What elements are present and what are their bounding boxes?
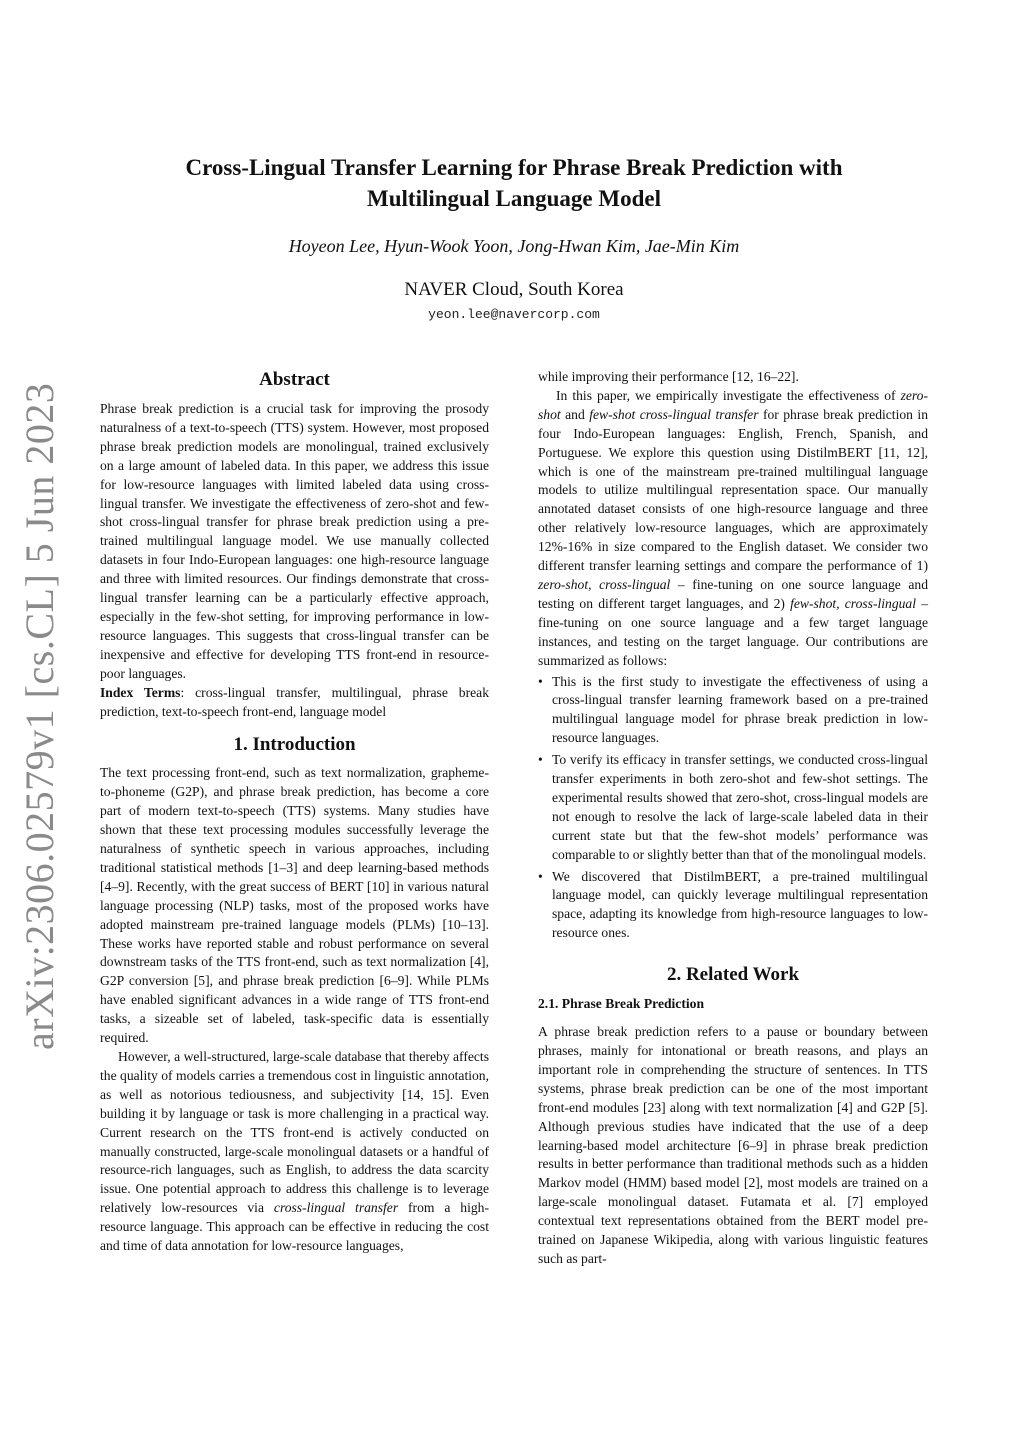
abstract-heading: Abstract <box>259 369 330 390</box>
list-item: • We discovered that DistilmBERT, a pre-trained multilingual language model, can quickly leverage multilingual representation space, adapting its knowledge from high-resource languages to low-resource ones. <box>538 868 928 941</box>
index-terms-text: : cross-lingual transfer, multilingual, phrase break prediction, text-to-speech front-end, language model <box>100 684 489 719</box>
contact-email: yeon.lee@navercorp.com <box>428 307 600 322</box>
left-column <box>100 368 489 1256</box>
intro-paragraph-1: The text processing front-end, such as text normalization, grapheme-to-phoneme (G2P), and phrase break prediction, has become a core part of modern text-to-speech (TTS) systems. Many studies have shown that these text processing modules successfully leverage the naturalness of synthetic speech in various approaches, including traditional statistical methods [1–3] and deep learning-based methods [4–9]. Recently, with the great success of BERT [10] in various natural language processing (NLP) tasks, most of the proposed works have adopted mainstream pre-trained language models (PLMs) [10–13]. These works have reported stable and robust performance on several downstream tasks of the TTS front-end, such as text normalization [4], G2P conversion [5], and phrase break prediction [6–9]. While PLMs have enabled significant advances in a wide range of TTS front-end tasks, a sizeable set of labeled, task-specific data is essentially required. <box>100 765 489 1046</box>
bullet-icon: • <box>538 868 543 884</box>
intro-paragraph-2: However, a well-structured, large-scale database that thereby affects the quality of models carries a tremendous cost in linguistic annotation, as well as notorious tediousness, and subjectivity [14, 15]. Even building it by language or task is more challenging in a practical way. Current research on the TTS front-end is actively conducted on manually constructed, large-scale monolingual datasets or a handful of resource-rich languages, such as English, to address the data scarcity issue. One potential approach to address this challenge is to leverage relatively low-resources via cross-lingual transfer from a high-resource language. This approach can be effective in reducing the cost and time of data annotation for low-resource languages, <box>100 1049 489 1254</box>
intro-paragraph-2-continued: while improving their performance [12, 16–22]. <box>538 369 799 384</box>
affiliation: NAVER Cloud, South Korea <box>404 279 624 300</box>
right-column <box>538 368 928 1269</box>
list-item: • This is the first study to investigate the effectiveness of using a cross-lingual transfer learning framework based on a pre-trained multilingual language model for phrase break prediction in low-resource languages. <box>538 673 928 746</box>
abstract-text: Phrase break prediction is a crucial task for improving the prosody naturalness of a text-to-speech (TTS) system. However, most proposed phrase break prediction models are monolingual, trained exclusively on a large amount of labeled data. In this paper, we address this issue for low-resource languages with limited labeled data using cross-lingual transfer. We investigate the effectiveness of zero-shot and few-shot cross-lingual transfer for phrase break prediction using a pre-trained multilingual language model. We use manually collected datasets in four Indo-European languages: one high-resource language and three with limited resources. Our findings demonstrate that cross-lingual transfer learning can be a particularly effective approach, especially in the few-shot setting, for improving performance in low-resource languages. This suggests that cross-lingual transfer can be inexpensive and effective for developing TTS front-end in resource-poor languages. <box>100 401 489 681</box>
index-terms <box>100 684 489 722</box>
related-work-paragraph-1: A phrase break prediction refers to a pause or boundary between phrases, mainly for intonational or breath reasons, and plays an important role in comprehending the structure of sentences. In TTS systems, phrase break prediction can be one of the most important front-end modules [23] along with text normalization [4] and G2P [5]. Although previous studies have indicated that the use of a deep learning-based model architecture [6–9] in phrase break prediction results in better performance than traditional methods such as a hidden Markov model (HMM) based model [2], most models are trained on a large-scale monolingual dataset. Futamata et al. [7] employed contextual text representations obtained from the BERT model pre-trained on Japanese Wikipedia, along with various linguistic features such as part- <box>538 1024 928 1266</box>
title-line-1: Cross-Lingual Transfer Learning for Phrase Break Prediction with <box>185 155 843 180</box>
arxiv-identifier: arXiv:2306.02579v1 [cs.CL] 5 Jun 2023 <box>17 382 62 1050</box>
contribution-list <box>538 673 928 944</box>
list-item: • To verify its efficacy in transfer settings, we conducted cross-lingual transfer experiments in both zero-shot and few-shot settings. The experimental results showed that zero-shot, cross-lingual models are not enough to resolve the lack of large-scale labeled data in their current state but that the few-shot models’ performance was comparable to or slightly better than that of the monolingual models. <box>538 752 928 862</box>
emphasis-zero-shot-cross-lingual: zero-shot, cross-lingual <box>538 576 671 592</box>
emphasis-few-shot-cross-lingual: few-shot, cross-lingual <box>790 595 917 611</box>
emphasis-zero-shot: zero-shot <box>538 387 928 422</box>
author-list: Hoyeon Lee, Hyun-Wook Yoon, Jong-Hwan Kim, Jae-Min Kim <box>288 236 740 256</box>
emphasis-cross-lingual-transfer: cross-lingual transfer <box>273 1200 399 1216</box>
intro-paragraph-3: In this paper, we empirically investigate the effectiveness of zero-shot and few-shot cross-lingual transfer for phrase break prediction in four Indo-European languages: English, French, Spanish, and Portuguese. We explore this question using DistilmBERT [11, 12], which is one of the mainstream pre-trained multilingual language models to utilize multilingual representation space. Our manually annotated dataset consists of one high-resource language and three other relatively low-resource languages, which are approximately 12%-16% in size compared to the English dataset. We consider two different transfer learning settings and compare the performance of 1) zero-shot, cross-lingual – fine-tuning on one source language and testing on different target languages, and 2) few-shot, cross-lingual – fine-tuning on one source language and a few target language instances, and testing on the target language. Our contributions are summarized as follows: <box>538 387 928 668</box>
bullet-icon: • <box>538 673 543 689</box>
paper-title <box>100 152 928 214</box>
related-work-heading: 2. Related Work <box>666 964 800 986</box>
title-line-2: Multilingual Language Model <box>367 186 661 211</box>
index-terms-label: Index Terms <box>100 684 181 700</box>
phrase-break-subheading: 2.1. Phrase Break Prediction <box>538 996 705 1012</box>
emphasis-few-shot-transfer: few-shot cross-lingual transfer <box>589 406 759 422</box>
introduction-heading: 1. Introduction <box>233 734 356 756</box>
bullet-icon: • <box>538 752 543 768</box>
